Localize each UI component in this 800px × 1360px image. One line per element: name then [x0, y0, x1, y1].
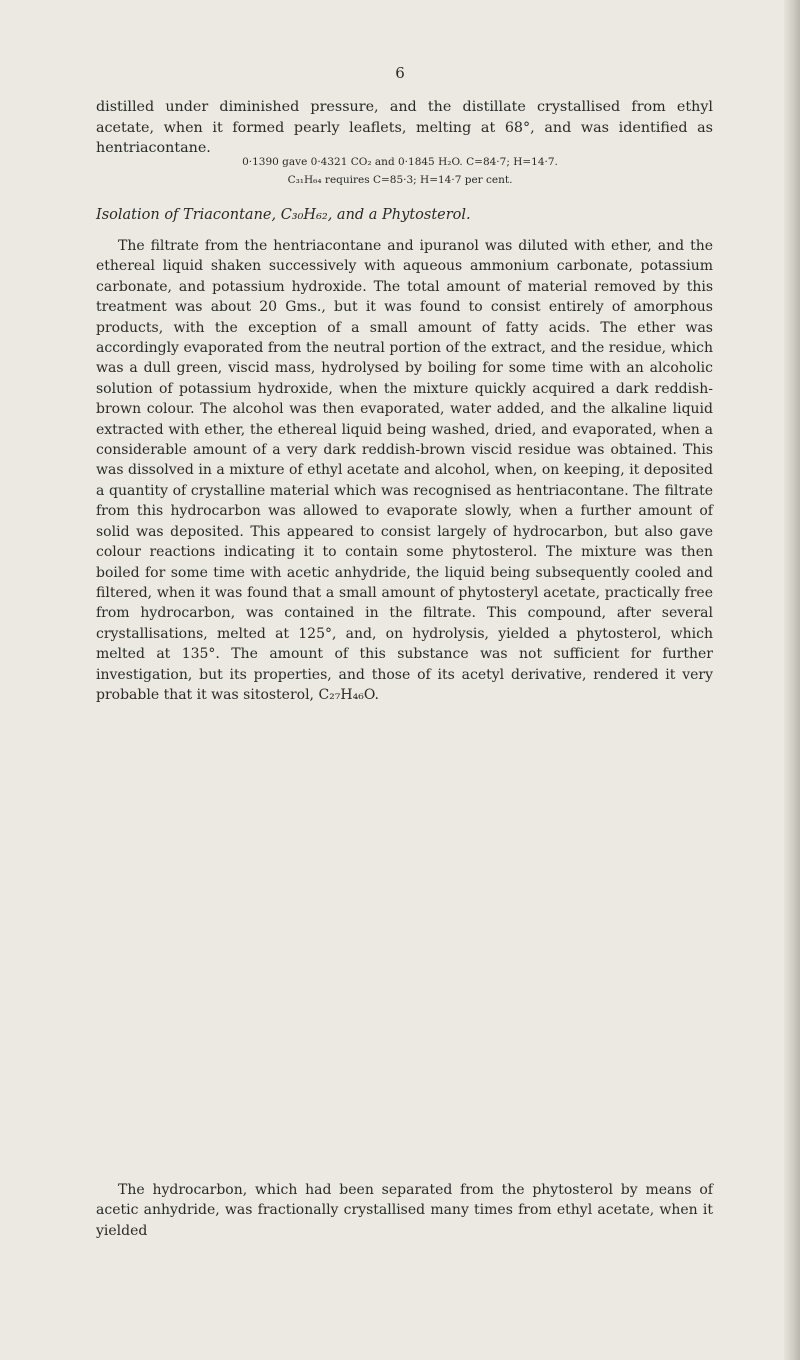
- intro-paragraph: distilled under diminished pressure, and the distillate crystallised from ethyl acetate, when it formed pearly leaflets, melting at 68°, and was identified as hentriacontane.: [96, 99, 713, 156]
- section-heading: Isolation of Triacontane, C₃₀H₆₂, and a Phytosterol.: [96, 207, 471, 223]
- page-number: 6: [395, 64, 405, 82]
- body-paragraph: The filtrate from the hentriacontane and ipuranol was diluted with ether, and the ethereal liquid shaken successively with aqueous ammonium carbonate, potassium carbonate, and potassium hydroxide. The total amount of material removed by this treatment was about 20 Gms., but it was found to consist entirely of amorphous products, with the exception of a small amount of fatty acids. The ether was accordingly evaporated from the neutral portion of the extract, and the residue, which was a dull green, viscid mass, hydrolysed by boiling for some time with an alcoholic solution of potassium hydroxide, when the mixture quickly acquired a dark reddish-brown colour. The alcohol was then evaporated, water added, and the alkaline liquid extracted with ether, the ethereal liquid being washed, dried, and evaporated, when a considerable amount of a very dark reddish-brown viscid residue was obtained. This was dissolved in a mixture of ethyl acetate and alcohol, when, on keeping, it deposited a quantity of crystalline material which was recognised as hentriacontane. The filtrate from this hydrocarbon was allowed to evaporate slowly, when a further amount of solid was deposited. This appeared to consist largely of hydrocarbon, but also gave colour reactions indicating it to contain some phytosterol. The mixture was then boiled for some time with acetic anhydride, the liquid being subsequently cooled and filtered, when it was found that a small amount of phytosteryl acetate, practically free from hydrocarbon, was contained in the filtrate. This compound, after several crystallisations, melted at 125°, and, on hydrolysis, yielded a phytosterol, which melted at 135°. The amount of this substance was not sufficient for further investigation, but its properties, and those of its acetyl derivative, rendered it very probable that it was sitosterol, C₂₇H₄₆O.: [96, 238, 713, 703]
- analysis-result: 0·1390 gave 0·4321 CO₂ and 0·1845 H₂O. C=84·7; H=14·7.: [242, 156, 558, 168]
- analysis-requirement: C₃₁H₆₄ requires C=85·3; H=14·7 per cent.: [287, 174, 513, 186]
- final-paragraph: The hydrocarbon, which had been separated from the phytosterol by means of acetic anhydride, was fractionally crystallised many times from ethyl acetate, when it yielded: [96, 1182, 713, 1239]
- page-edge-shadow: [784, 0, 800, 1360]
